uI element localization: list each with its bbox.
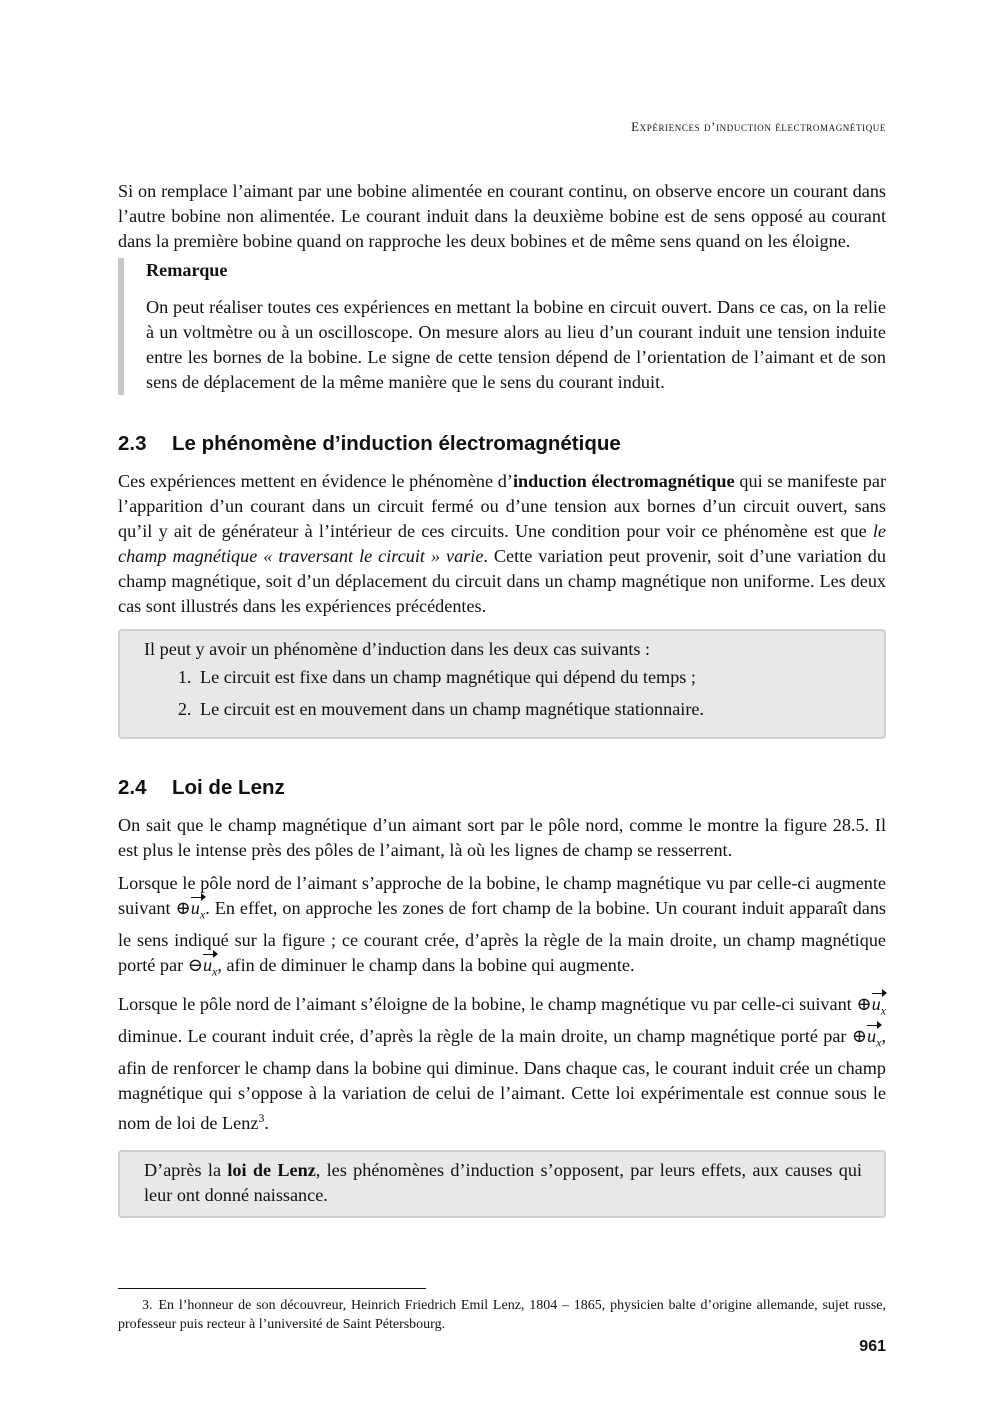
running-head: Expériences d’induction électromagnétique bbox=[631, 119, 886, 134]
footnote-number: 3. bbox=[142, 1298, 153, 1313]
circled-plus-symbol: ⊕ bbox=[175, 898, 191, 918]
footnote-reference: 3 bbox=[258, 1110, 265, 1125]
section-heading-2-4 bbox=[118, 775, 886, 801]
lenz-paragraph-3: Lorsque le pôle nord de l’aimant s’éloigne de la bobine, le champ magnétique vu par celle-ci suivant $\oplus u_x$ diminue. Le courant induit crée, d’après la règle de la main droite, un champ magnétique porté par $\oplus u_x$, afin de renforcer le champ dans la bobine qui diminue. Dans chaque cas, le courant induit crée un champ magnétique qui s’oppose à la variation de celui de l’aimant. Cette loi expérimentale est connue sous le nom de loi de Lenz$^3$. bbox=[118, 994, 886, 1133]
list-item: 2. Le circuit est en mouvement dans un champ magnétique stationnaire. bbox=[196, 697, 864, 722]
intro-paragraph: Si on remplace l’aimant par une bobine alimentée en courant continu, on observe encore un courant dans l’autre bobine non alimentée. Le courant induit dans la deuxième bobine est de sens opposé au courant dans la première bobine quand on rapproche les deux bobines et de même sens quand on les éloigne. bbox=[118, 181, 886, 251]
lenz-paragraph-2: Lorsque le pôle nord de l’aimant s’approche de la bobine, le champ magnétique vu par celle-ci augmente suivant $\oplus u_x$. En effet, on approche les zones de fort champ de la bobine. Un courant induit apparaît dans le sens indiqué sur la figure ; ce courant crée, d’après la règle de la main droite, un champ magnétique porté par $⊖u_x$, afin de diminuer le champ dans la bobine qui augmente. bbox=[118, 871, 886, 984]
circled-minus-symbol: ⊖ bbox=[187, 954, 203, 975]
italic-condition: le champ magnétique « traversant le circuit » varie bbox=[118, 521, 886, 566]
bold-term: loi de Lenz bbox=[227, 1159, 316, 1180]
section-title: Le phénomène d’induction électromagnétique bbox=[172, 432, 621, 455]
unit-vector-ux: $u_x$ bbox=[191, 896, 205, 928]
page-body bbox=[118, 179, 886, 1218]
remark-text: On peut réaliser toutes ces expériences en mettant la bobine en circuit ouvert. Dans ce cas, on la relie à un voltmètre ou à un oscilloscope. On mesure alors au lieu d’un courant induit une tension induite entre les bornes de la bobine. Le signe de cette tension dépend de l’orientation de l’aimant et de son sens de déplacement de la même manière que le sens du courant induit. bbox=[146, 297, 886, 392]
induction-paragraph: Ces expériences mettent en évidence le phénomène d’induction électromagnétique qui se manifeste par l’apparition d’un courant dans un circuit fermé ou d’une tension aux bornes d’un circuit ouvert, sans qu’il y ait de générateur à l’intérieur de ces circuits. Une condition pour voir ce phénomène est que le champ magnétique « traversant le circuit » varie. Cette variation peut provenir, soit d’une variation du champ magnétique, soit d’un déplacement du circuit dans un champ magnétique non uniforme. Les deux cas sont illustrés dans les expériences précédentes. bbox=[118, 471, 886, 616]
page-number: 961 bbox=[859, 1338, 886, 1355]
section-number: 2.3 bbox=[118, 432, 147, 455]
circled-plus-symbol: ⊕ bbox=[851, 1025, 868, 1046]
footnote bbox=[118, 1296, 886, 1334]
footnote-text: En l’honneur de son découvreur, Heinrich Friedrich Emil Lenz, 1804 – 1865, physicien balte d’origine allemande, sujet russe, professeur puis recteur à l’université de Saint Pétersbourg. bbox=[118, 1298, 886, 1332]
lenz-paragraph-1: On sait que le champ magnétique d’un aimant sort par le pôle nord, comme le montre la figure 28.5. Il est plus le intense près des pôles de l’aimant, là où les lignes de champ se resserrent. bbox=[118, 815, 886, 860]
section-title: Loi de Lenz bbox=[172, 776, 285, 799]
unit-vector-ux: $u_x$ bbox=[872, 992, 886, 1024]
circled-plus-symbol: ⊕ bbox=[856, 994, 872, 1015]
unit-vector-ux: $u_x$ bbox=[867, 1024, 881, 1056]
list-item: 1. Le circuit est fixe dans un champ magnétique qui dépend du temps ; bbox=[196, 665, 864, 690]
footnote-rule bbox=[118, 1288, 426, 1289]
box-intro: Il peut y avoir un phénomène d’induction dans les deux cas suivants : bbox=[144, 639, 651, 659]
remark-block bbox=[118, 258, 886, 395]
lenz-law-box: D’après la loi de Lenz, les phénomènes d’induction s’opposent, par leurs effets, aux causes qui leur ont donné naissance. bbox=[118, 1150, 886, 1218]
remark-title: Remarque bbox=[146, 260, 228, 280]
cases-list bbox=[144, 665, 864, 722]
section-heading-2-3 bbox=[118, 431, 886, 457]
induction-cases-box bbox=[118, 629, 886, 739]
bold-term: induction électromagnétique bbox=[512, 471, 735, 491]
unit-vector-ux: $u_x$ bbox=[203, 953, 217, 985]
section-number: 2.4 bbox=[118, 776, 147, 799]
